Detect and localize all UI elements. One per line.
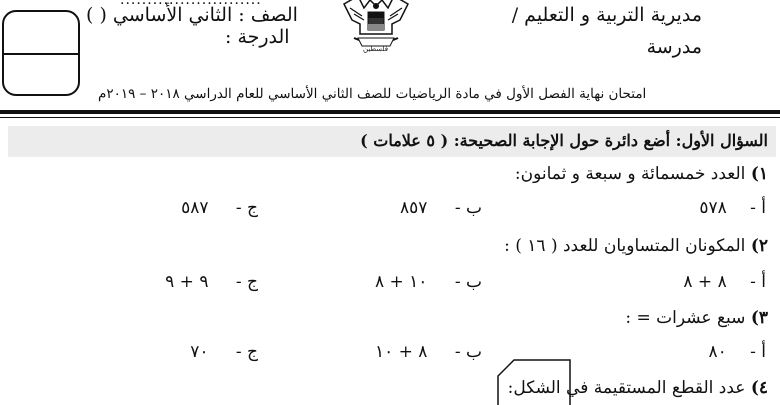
q1-option-c[interactable] bbox=[181, 198, 258, 218]
emblem-caption: فلسطين bbox=[363, 45, 389, 53]
q2-option-a-letter: أ - bbox=[750, 272, 766, 292]
question-3-number: ٣) bbox=[750, 308, 768, 328]
q1-option-b-value: ٨٥٧ bbox=[400, 198, 428, 218]
exam-title: امتحان نهاية الفصل الأول في مادة الرياضيات للصف الثاني الأساسي للعام الدراسي ٢٠١٨ – ٢٠١٩م bbox=[98, 86, 647, 102]
section-title: السؤال الأول: أضع دائرة حول الإجابة الصحيحة: ( ٥ علامات ) bbox=[360, 131, 768, 150]
header-rule-thin bbox=[0, 117, 780, 118]
q2-option-a[interactable] bbox=[683, 272, 766, 292]
question-4-number: ٤) bbox=[750, 378, 768, 398]
question-1 bbox=[515, 164, 768, 184]
q3-option-a-value: ٨٠ bbox=[708, 342, 727, 362]
q1-option-a[interactable] bbox=[699, 198, 766, 218]
q2-option-c-letter: ج - bbox=[235, 272, 258, 292]
q2-option-b-letter: ب - bbox=[454, 272, 482, 292]
q1-option-b-letter: ب - bbox=[454, 198, 482, 218]
grade-label: الصف : الثاني الأساسي ( ) bbox=[86, 4, 298, 26]
q2-option-c-value: ٩ + ٩ bbox=[165, 272, 209, 292]
q3-option-c-letter: ج - bbox=[235, 342, 258, 362]
question-1-text: العدد خمسمائة و سبعة و ثمانون: bbox=[514, 164, 746, 184]
question-2-text: المكونان المتساويان للعدد ( ١٦ ) : bbox=[504, 236, 746, 256]
q3-option-b-value: ٨ + ١٠ bbox=[374, 342, 428, 362]
question-2-number: ٢) bbox=[750, 236, 768, 256]
q1-option-c-value: ٥٨٧ bbox=[181, 198, 209, 218]
q2-option-a-value: ٨ + ٨ bbox=[683, 272, 727, 292]
q2-option-b-value: ١٠ + ٨ bbox=[374, 272, 428, 292]
q2-option-b[interactable] bbox=[375, 272, 482, 292]
question-4-text: عدد القطع المستقيمة في الشكل: bbox=[507, 378, 746, 398]
grade-box-divider bbox=[4, 53, 78, 55]
q2-option-c[interactable] bbox=[165, 272, 258, 292]
directorate-label: مديرية التربية و التعليم / bbox=[511, 4, 702, 26]
line-segments-shape bbox=[496, 358, 572, 405]
question-2 bbox=[504, 236, 768, 256]
q3-option-a[interactable] bbox=[708, 342, 766, 362]
school-label: مدرسة bbox=[646, 36, 702, 58]
q3-option-c[interactable] bbox=[190, 342, 258, 362]
q1-option-b[interactable] bbox=[400, 198, 482, 218]
header-rule-thick bbox=[0, 110, 780, 114]
q3-option-b-letter: ب - bbox=[454, 342, 482, 362]
q3-option-a-letter: أ - bbox=[750, 342, 766, 362]
q3-option-c-value: ٧٠ bbox=[190, 342, 209, 362]
q1-option-a-value: ٥٧٨ bbox=[699, 198, 727, 218]
name-dots: .......................... bbox=[120, 0, 262, 8]
grade-box bbox=[2, 10, 80, 96]
question-1-number: ١) bbox=[750, 164, 768, 184]
question-3 bbox=[625, 308, 768, 328]
mark-label: الدرجة : bbox=[225, 26, 290, 48]
q1-option-c-letter: ج - bbox=[235, 198, 258, 218]
q1-option-a-letter: أ - bbox=[750, 198, 766, 218]
q3-option-b[interactable] bbox=[375, 342, 482, 362]
question-3-text: سبع عشرات = : bbox=[625, 308, 746, 328]
